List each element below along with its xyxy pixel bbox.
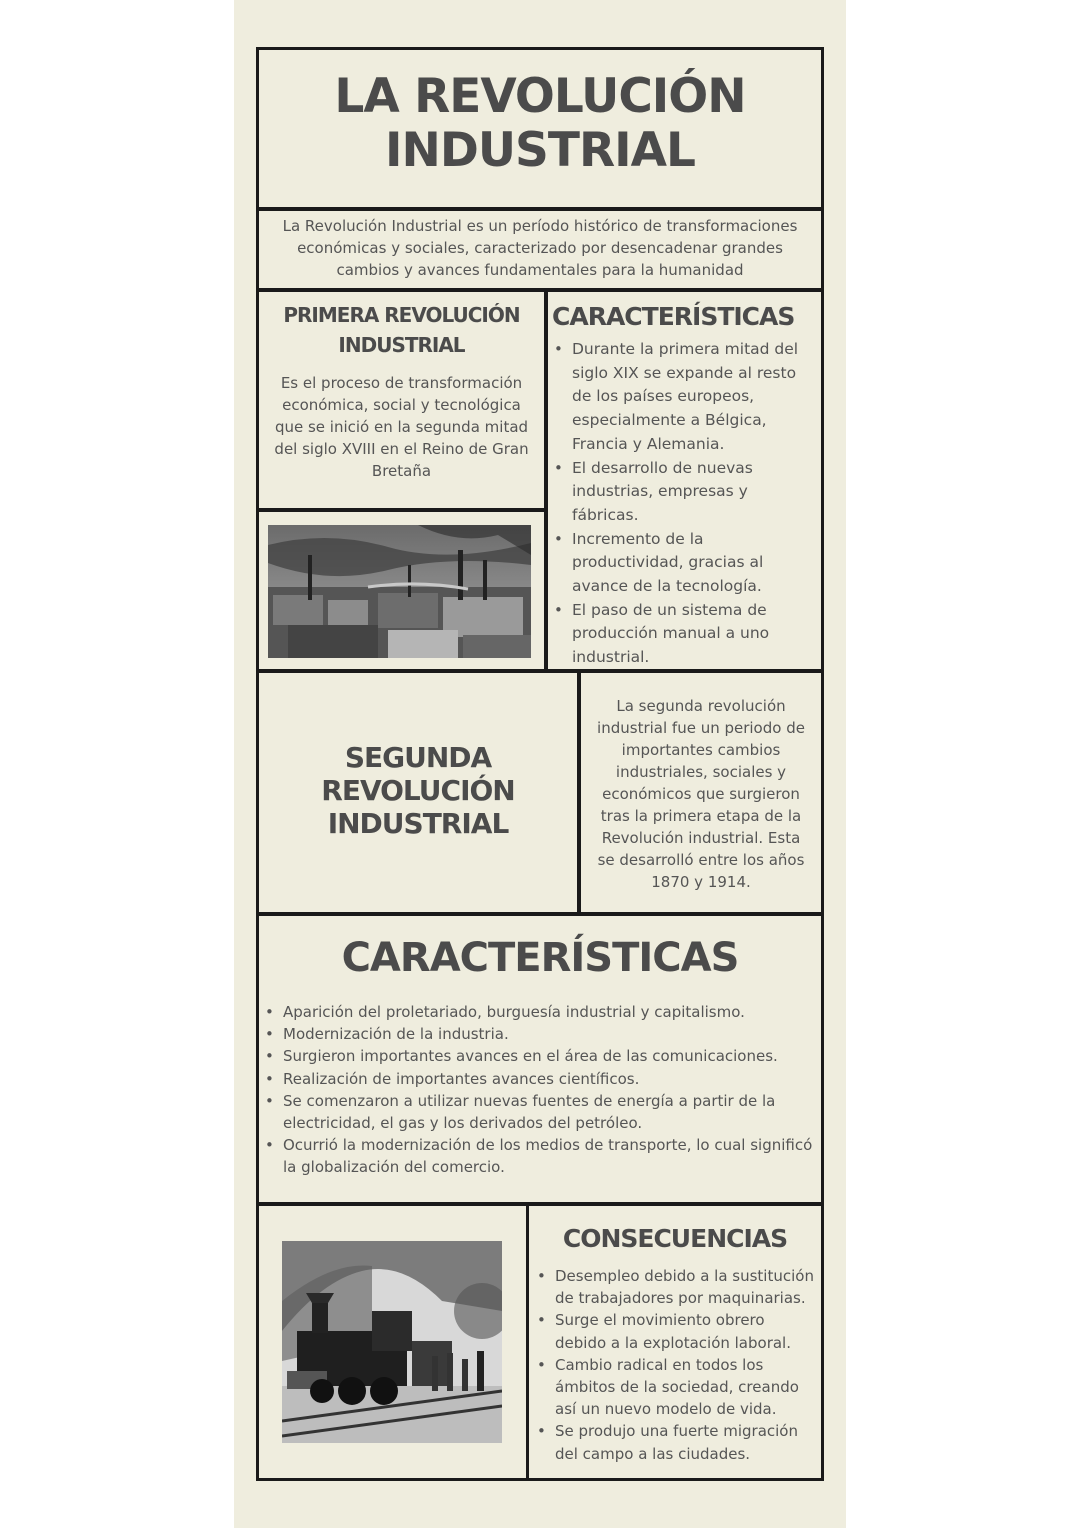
- segunda-heading-line-1: SEGUNDA: [344, 741, 492, 774]
- list-item: • El paso de un sistema de producción manual a uno industrial.: [554, 599, 815, 670]
- segunda-heading: [259, 741, 577, 840]
- segunda-heading-line-3: INDUSTRIAL: [327, 807, 509, 840]
- list-item: • Se comenzaron a utilizar nuevas fuentes de energía a partir de la electricidad, el gas y los derivados del petróleo.: [265, 1090, 815, 1134]
- caracteristicas-1-list: [554, 338, 815, 670]
- list-item: • Modernización de la industria.: [265, 1023, 815, 1045]
- list-item: • Cambio radical en todos los ámbitos de la sociedad, creando así un nuevo modelo de vida.: [537, 1354, 817, 1421]
- list-item: • Realización de importantes avances científicos.: [265, 1068, 815, 1090]
- infographic-page: [234, 0, 846, 1528]
- list-item: • Se produjo una fuerte migración del campo a las ciudades.: [537, 1420, 817, 1464]
- caracteristicas-2-list: [265, 1001, 815, 1179]
- caracteristicas-1-box: [545, 289, 824, 672]
- consecuencias-box: [526, 1203, 824, 1481]
- segunda-text: La segunda revolución industrial fue un periodo de importantes cambios industriales, sociales y económicos que surgieron tras la primera etapa de la Revolución industrial. Esta se desarrolló entre los años 1870 y 1914.: [597, 697, 805, 891]
- consecuencias-list: [537, 1265, 817, 1465]
- list-item: • Surge el movimiento obrero debido a la explotación laboral.: [537, 1309, 817, 1353]
- title-box: [256, 47, 824, 210]
- list-item: • Durante la primera mitad del siglo XIX se expande al resto de los países europeos, especialmente a Bélgica, Francia y Alemania.: [554, 338, 815, 457]
- primera-box: [256, 289, 547, 511]
- primera-text: Es el proceso de transformación económica, social y tecnológica que se inició en la segunda mitad del siglo XVIII en el Reino de Gran Bretaña: [274, 374, 529, 480]
- page-title: [259, 70, 821, 178]
- segunda-heading-box: [256, 670, 580, 915]
- title-line-1: LA REVOLUCIÓN: [334, 69, 746, 124]
- intro-box: [256, 208, 824, 291]
- intro-text: La Revolución Industrial es un período histórico de transformaciones económicas y sociales, caracterizado por desencadenar grandes cambios y avances fundamentales para la humanidad: [282, 217, 798, 279]
- consecuencias-heading: CONSECUENCIAS: [562, 1224, 788, 1253]
- list-item: • Desempleo debido a la sustitución de trabajadores por maquinarias.: [537, 1265, 817, 1309]
- list-item: • Surgieron importantes avances en el área de las comunicaciones.: [265, 1045, 815, 1067]
- train-image: [282, 1241, 502, 1443]
- list-item: • El desarrollo de nuevas industrias, empresas y fábricas.: [554, 457, 815, 528]
- primera-heading-line-2: INDUSTRIAL: [338, 333, 465, 357]
- list-item: • Aparición del proletariado, burguesía industrial y capitalismo.: [265, 1001, 815, 1023]
- segunda-heading-line-2: REVOLUCIÓN: [321, 774, 515, 807]
- factory-image: [268, 525, 531, 658]
- list-item: • Ocurrió la modernización de los medios de transporte, lo cual significó la globalización del comercio.: [265, 1134, 815, 1178]
- caracteristicas-2-box: [256, 913, 824, 1205]
- title-line-2: INDUSTRIAL: [385, 123, 695, 178]
- segunda-text-box: [578, 670, 824, 915]
- factory-image-box: [256, 509, 547, 672]
- caracteristicas-2-heading: CARACTERÍSTICAS: [341, 935, 739, 981]
- list-item: • Incremento de la productividad, gracias al avance de la tecnología.: [554, 528, 815, 599]
- caracteristicas-1-heading: CARACTERÍSTICAS: [552, 302, 795, 331]
- primera-heading: [259, 300, 544, 360]
- primera-heading-line-1: PRIMERA REVOLUCIÓN: [283, 303, 520, 327]
- train-image-box: [256, 1203, 529, 1481]
